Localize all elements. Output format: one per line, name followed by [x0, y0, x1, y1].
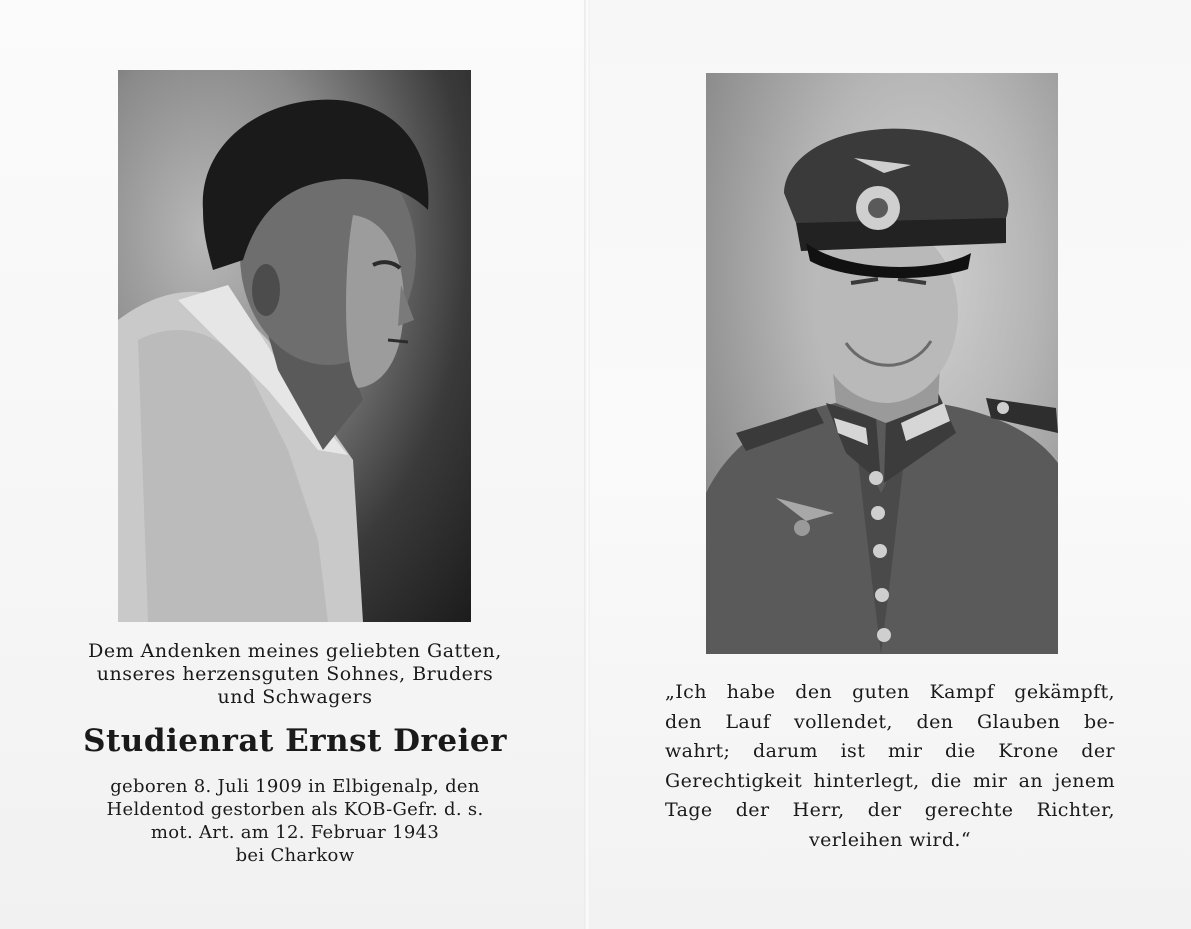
- quote-line: wahrt; darum ist mir die Krone der: [665, 740, 1115, 762]
- portrait-photo-soldier: [706, 73, 1058, 654]
- civilian-portrait-image: [118, 70, 471, 622]
- quote-line: verleihen wird.“: [809, 828, 971, 851]
- portrait-photo-civilian: [118, 70, 471, 622]
- bio-line: bei Charkow: [235, 845, 355, 866]
- dedication-line: unseres herzensguten Sohnes, Bruders: [96, 663, 494, 685]
- right-card: [590, 0, 1191, 929]
- soldier-portrait-image: [706, 73, 1058, 654]
- deceased-name: Studienrat Ernst Dreier: [83, 723, 507, 759]
- left-text-block: [60, 640, 530, 867]
- dedication-line: Dem Andenken meines geliebten Gatten,: [88, 640, 502, 662]
- bio-line: mot. Art. am 12. Februar 1943: [150, 822, 440, 843]
- bio-line: geboren 8. Juli 1909 in Elbigenalp, den: [110, 776, 480, 797]
- quote-line: Gerechtigkeit hinterlegt, die mir an jenem: [665, 769, 1115, 792]
- left-card: [0, 0, 586, 929]
- bio-text: [60, 775, 530, 867]
- right-text-block: [665, 678, 1115, 855]
- quote-line: den Lauf vollendet, den Glauben be-: [665, 710, 1115, 733]
- dedication-line: und Schwagers: [217, 686, 373, 708]
- quote-line: Tage der Herr, der gerechte Richter,: [665, 799, 1115, 821]
- bio-line: Heldentod gestorben als KOB-Gefr. d. s.: [106, 799, 484, 820]
- quote-line: „Ich habe den guten Kampf gekämpft,: [665, 681, 1115, 703]
